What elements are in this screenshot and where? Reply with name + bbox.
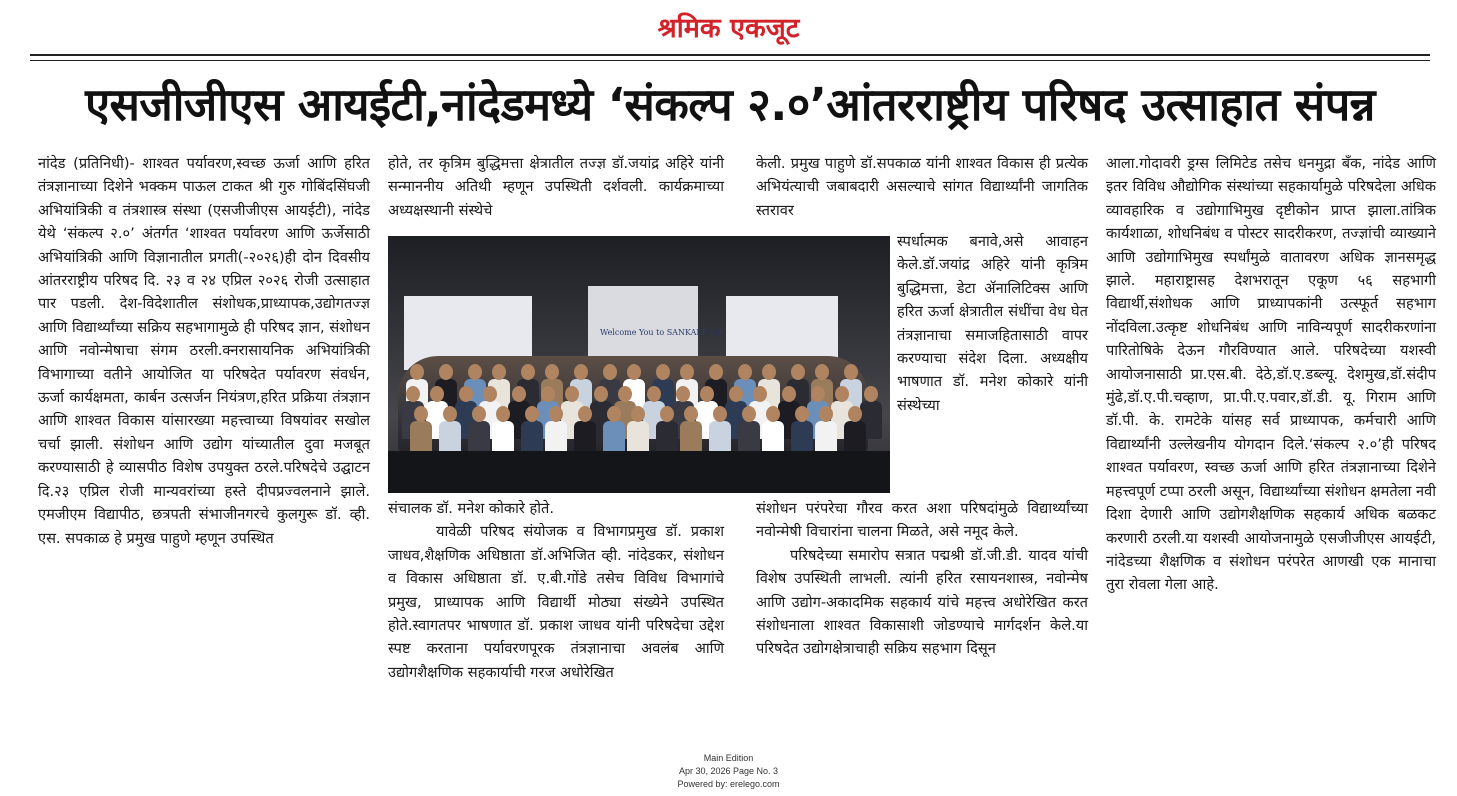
- person-head: [472, 406, 486, 422]
- person-head: [680, 364, 694, 380]
- person-head: [594, 386, 608, 402]
- person-head: [565, 386, 579, 402]
- person-head: [660, 406, 674, 422]
- person-head: [574, 364, 588, 380]
- person-head: [578, 406, 592, 422]
- person-head: [684, 406, 698, 422]
- person-head: [618, 386, 632, 402]
- masthead-rule-thin: [30, 60, 1430, 61]
- person-head: [700, 386, 714, 402]
- footer-date-page: Apr 30, 2026 Page No. 3: [678, 766, 779, 776]
- column-3-middle: [897, 230, 1088, 495]
- person-head: [468, 364, 482, 380]
- person-head: [791, 364, 805, 380]
- column-4: [1106, 152, 1436, 744]
- person-head: [848, 406, 862, 422]
- column-2-top: [388, 152, 724, 224]
- person-head: [492, 364, 506, 380]
- person-head: [607, 406, 621, 422]
- person-head: [782, 386, 796, 402]
- person-head: [631, 406, 645, 422]
- person-head: [525, 406, 539, 422]
- person-head: [647, 386, 661, 402]
- column-3-bottom: [756, 497, 1088, 745]
- column-2-top-text: होते, तर कृत्रिम बुद्धिमत्ता क्षेत्रातील तज्ज्ञ डॉ.जयांद्र अहिरे यांनी सन्माननीय अतिथी म्हणून उपस्थिती दर्शवली. कार्यक्रमाच्या अध्यक्षस्थानी संस्थेचे: [388, 155, 724, 219]
- article-headline: एसजीजीएस आयईटी,नांदेडमध्ये ‘संकल्प २.०’आंतरराष्ट्रीय परिषद उत्साहात संपन्न: [85, 78, 1375, 131]
- person-head: [549, 406, 563, 422]
- masthead-rule-thick: [30, 54, 1430, 56]
- person-head: [835, 386, 849, 402]
- person-head: [496, 406, 510, 422]
- person-head: [676, 386, 690, 402]
- person-head: [512, 386, 526, 402]
- column-4-text: आला.गोदावरी ड्रग्स लिमिटेड तसेच धनमुद्रा बँक, नांदेड आणि इतर विविध औद्योगिक संस्थांच्या सहकार्यामुळे परिषदेला अधिक व्यावहारिक व उद्योगाभिमुख दृष्टीकोन प्राप्त झाला.तांत्रिक कार्यशाळा, शोधनिबंध व पोस्टर सादरीकरण, तज्ज्ञांची व्याख्याने आणि उद्योगाभिमुख स्पर्धांमुळे वातावरण अधिक ज्ञानसमृद्ध झाले. महाराष्ट्रासह देशभरातून एकूण ५६ सहभागी विद्यार्थी,संशोधक आणि प्राध्यापकांनी उत्स्फूर्त सहभाग नोंदविला.उत्कृष्ट शोधनिबंध आणि नाविन्यपूर्ण सादरीकरणांना पारितोषिके देऊन गौरविण्यात आले. परिषदेच्या यशस्वी आयोजनासाठी प्रा.एस.बी. देठे,डॉ.ए.डब्ल्यू. देशमुख,डॉ.संदीप मुंढे,डॉ.ए.पी.चव्हाण, प्रा.पी.ए.पवार,डॉ.डी. यू. गिराम आणि डॉ.पी. के. रामटेके यांसह सर्व प्राध्यापक, कर्मचारी आणि विद्यार्थ्यांनी उल्लेखनीय योगदान दिले.‘संकल्प २.०’ही परिषद शाश्वत पर्यावरण, स्वच्छ ऊर्जा आणि हरित तंत्रज्ञानाच्या दिशेने महत्त्वपूर्ण टप्पा ठरली असून, विद्यार्थ्यांच्या संशोधन क्षमतेला नवी दिशा देणारी आणि उद्योगशैक्षणिक सहकार्य अधिक बळकट करणारी ठरली.या यशस्वी आयोजनामुळे एसजीजीएस आयईटी, नांदेडच्या शैक्षणिक व संशोधन परंपरेत आणखी एक मानाचा तुरा रोवला गेला आहे.: [1106, 155, 1436, 594]
- person-head: [742, 406, 756, 422]
- person-head: [815, 364, 829, 380]
- person-head: [521, 364, 535, 380]
- column-1-text: नांदेड (प्रतिनिधी)- शाश्वत पर्यावरण,स्वच्छ ऊर्जा आणि हरित तंत्रज्ञानाच्या दिशेने भक्कम पाऊल टाकत श्री गुरु गोबिंदसिंघजी अभियांत्रिकी व तंत्रशास्त्र संस्था (एसजीजीएस आयईटी), नांदेड येथे ‘संकल्प २.०’ अंतर्गत ‘शाश्वत पर्यावरण आणि ऊर्जेसाठी अभियांत्रिकी आणि विज्ञानातील प्रगती(-२०२६)ही दोन दिवसीय आंतरराष्ट्रीय परिषद दि. २३ व २४ एप्रिल २०२६ रोजी उत्साहात पार पडली. देश-विदेशातील संशोधक,प्राध्यापक,उद्योगतज्ज्ञ आणि विद्यार्थ्यांच्या सक्रिय सहभागामुळे ही परिषद ज्ञान, संशोधन आणि नवोन्मेषाचा संगम ठरली.क्नरासायनिक अभियांत्रिकी विभागाच्या वतीने आयोजित या परिषदेत पर्यावरण संवर्धन, ऊर्जा कार्यक्षमता, कार्बन उत्सर्जन नियंत्रण,हरित प्रक्रिया तंत्रज्ञान आणि शाश्वत विकास यांसारख्या महत्त्वाच्या विषयांवर सखोल चर्चा झाली. संशोधन आणि उद्योग यांच्यातील दुवा मजबूत करण्यासाठी हे व्यासपीठ विशेष उपयुक्त ठरले.परिषदेचे उद्घाटन दि.२३ एप्रिल रोजी मान्यवरांच्या हस्ते दीपप्रज्वलनाने झाले. एमजीएम विद्यापीठ, छत्रपती संभाजीनगरचे कुलगुरू डॉ. व्ही. एस. सपकाळ हे प्रमुख पाहुणे म्हणून उपस्थित: [38, 155, 370, 547]
- person-head: [430, 386, 444, 402]
- column-3-top-text: केली. प्रमुख पाहुणे डॉ.सपकाळ यांनी शाश्वत विकास ही प्रत्येक अभियंत्याची जबाबदारी असल्याचे सांगत विद्यार्थ्यांनी जागतिक स्तरावर: [756, 155, 1088, 219]
- person-head: [762, 364, 776, 380]
- person-head: [603, 364, 617, 380]
- footer-powered-link[interactable]: Powered by: erelego.com: [677, 779, 780, 789]
- column-1: [38, 152, 370, 742]
- footer-powered-by[interactable]: [0, 779, 1457, 789]
- auditorium-seats: [388, 451, 890, 493]
- person-head: [713, 406, 727, 422]
- person-head: [443, 406, 457, 422]
- column-2-bottom-text-b: यावेळी परिषद संयोजक व विभागप्रमुख डॉ. प्रकाश जाधव,शैक्षणिक अधिष्ठाता डॉ.अभिजित व्ही. नांदेडकर, संशोधन व विकास अधिष्ठाता डॉ. ए.बी.गोंडे तसेच विविध विभागांचे प्रमुख, प्राध्यापक आणि विद्यार्थी मोठ्या संख्येने उपस्थित होते.स्वागतपर भाषणात डॉ. प्रकाश जाधव यांनी परिषदेचा उद्देश स्पष्ट करताना पर्यावरणपूरक तंत्रज्ञानाचा अवलंब आणि उद्योगशैक्षणिक सहकार्याची गरज अधोरेखित: [388, 523, 724, 681]
- person-head: [753, 386, 767, 402]
- person-head: [439, 364, 453, 380]
- footer-edition: Main Edition: [703, 753, 754, 763]
- column-3-middle-text: स्पर्धात्मक बनावे,असे आवाहन केले.डॉ.जयांद्र अहिरे यांनी कृत्रिम बुद्धिमत्ता, डेटा ॲनालिटिक्स आणि हरित ऊर्जा क्षेत्रातील संधींचा वेध घेत तंत्रज्ञानाचा समाजहितासाठी वापर करण्याचा संदेश दिला. अध्यक्षीय भाषणात डॉ. मनेश कोकारे यांनी संस्थेच्या: [897, 233, 1088, 414]
- column-3-bottom-text-a: संशोधन परंपरेचा गौरव करत अशा परिषदांमुळे विद्यार्थ्यांच्या नवोन्मेषी विचारांना चालना मिळते, असे नमूद केले.: [756, 500, 1088, 541]
- person-head: [627, 364, 641, 380]
- person-head: [738, 364, 752, 380]
- person-head: [414, 406, 428, 422]
- person-head: [459, 386, 473, 402]
- column-3-bottom-text-b: परिषदेच्या समारोप सत्रात पद्मश्री डॉ.जी.डी. यादव यांची विशेष उपस्थिती लाभली. त्यांनी हरित रसायनशास्त्र, नवोन्मेष आणि उद्योग-अकादमिक सहकार्य यांचे महत्त्व अधोरेखित करत संशोधनाला शाश्वत विकासाशी जोडण्याचे मार्गदर्शन केले.या परिषदेत उद्योगक्षेत्राचाही सक्रिय सहभाग दिसून: [756, 546, 1088, 658]
- event-group-photo: [388, 236, 890, 493]
- person-head: [709, 364, 723, 380]
- person-head: [656, 364, 670, 380]
- person-head: [483, 386, 497, 402]
- person-head: [406, 386, 420, 402]
- column-2-bottom-text-a: संचालक डॉ. मनेश कोकारे होते.: [388, 500, 554, 517]
- column-2-bottom: [388, 497, 724, 745]
- column-3-top: [756, 152, 1088, 230]
- person-head: [766, 406, 780, 422]
- person-head: [410, 364, 424, 380]
- welcome-banner-text: Welcome You to SANKALP 2.0: [600, 328, 723, 337]
- person-head: [811, 386, 825, 402]
- person-head: [819, 406, 833, 422]
- person-head: [545, 364, 559, 380]
- person-head: [844, 364, 858, 380]
- masthead-title: श्रमिक एकजूट: [657, 13, 800, 44]
- person-head: [864, 386, 878, 402]
- person-head: [729, 386, 743, 402]
- person-head: [795, 406, 809, 422]
- person-head: [541, 386, 555, 402]
